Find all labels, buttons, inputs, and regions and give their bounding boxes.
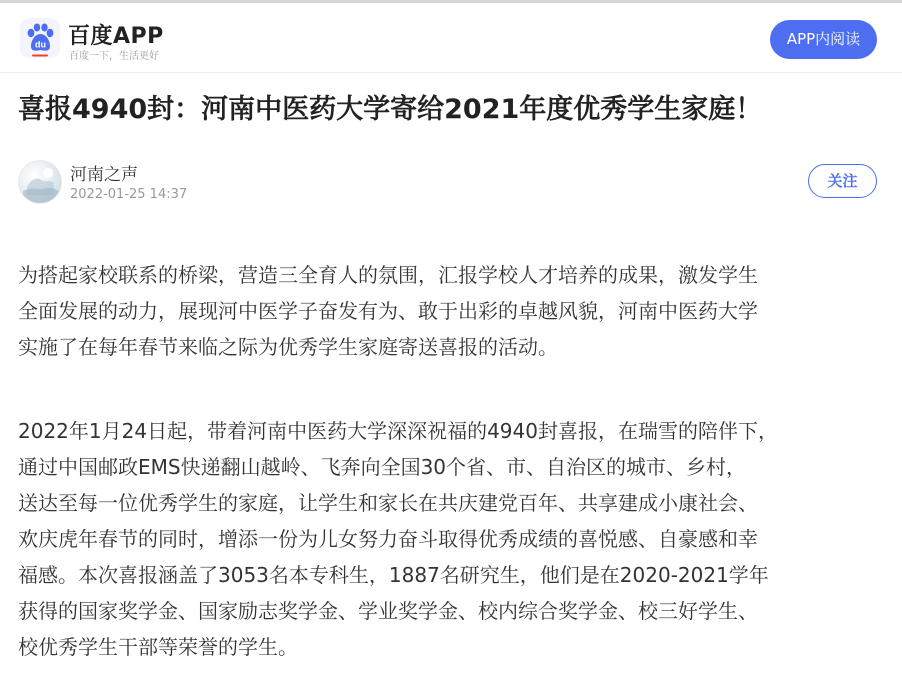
paragraph-line: 福感。本次喜报涵盖了3053名本专科生，1887名研究生，他们是在2020-2021学年 xyxy=(18,563,769,587)
paragraph-line: 为搭起家校联系的桥梁，营造三全育人的氛围，汇报学校人才培养的成果，激发学生 xyxy=(18,263,758,287)
baidu-paw-icon[interactable] xyxy=(20,18,60,58)
brand-slogan: 百度一下，生活更好 xyxy=(69,51,159,62)
author-name[interactable]: 河南之声 xyxy=(70,165,138,185)
paragraph-line: 通过中国邮政EMS快递翻山越岭、飞奔向全国30个省、市、自治区的城市、乡村， xyxy=(18,455,747,479)
author-avatar[interactable] xyxy=(18,160,62,204)
paragraph-line: 校优秀学生干部等荣誉的学生。 xyxy=(18,635,298,659)
paragraph-line: 送达至每一位优秀学生的家庭，让学生和家长在共庆建党百年、共享建成小康社会、 xyxy=(18,491,758,515)
article-title: 喜报4940封：河南中医药大学寄给2021年度优秀学生家庭！ xyxy=(18,94,763,125)
svg-text:du: du xyxy=(35,39,46,50)
open-in-app-button[interactable]: APP内阅读 xyxy=(770,20,877,59)
paragraph-line: 实施了在每年春节来临之际为优秀学生家庭寄送喜报的活动。 xyxy=(18,335,558,359)
publish-date: 2022-01-25 14:37 xyxy=(70,187,188,202)
paragraph-line: 获得的国家奖学金、国家励志奖学金、学业奖学金、校内综合奖学金、校三好学生、 xyxy=(18,599,758,623)
brand-name: 百度APP xyxy=(68,24,164,49)
paragraph-line: 2022年1月24日起，带着河南中医药大学深深祝福的4940封喜报，在瑞雪的陪伴下， xyxy=(18,419,778,443)
app-header xyxy=(0,3,902,73)
paragraph-line: 全面发展的动力，展现河中医学子奋发有为、敢于出彩的卓越风貌，河南中医药大学 xyxy=(18,299,758,323)
article-paragraph xyxy=(18,413,888,665)
paragraph-line: 欢庆虎年春节的同时，增添一份为儿女努力奋斗取得优秀成绩的喜悦感、自豪感和幸 xyxy=(18,527,758,551)
follow-button[interactable]: 关注 xyxy=(808,164,877,198)
article-paragraph xyxy=(18,257,888,365)
